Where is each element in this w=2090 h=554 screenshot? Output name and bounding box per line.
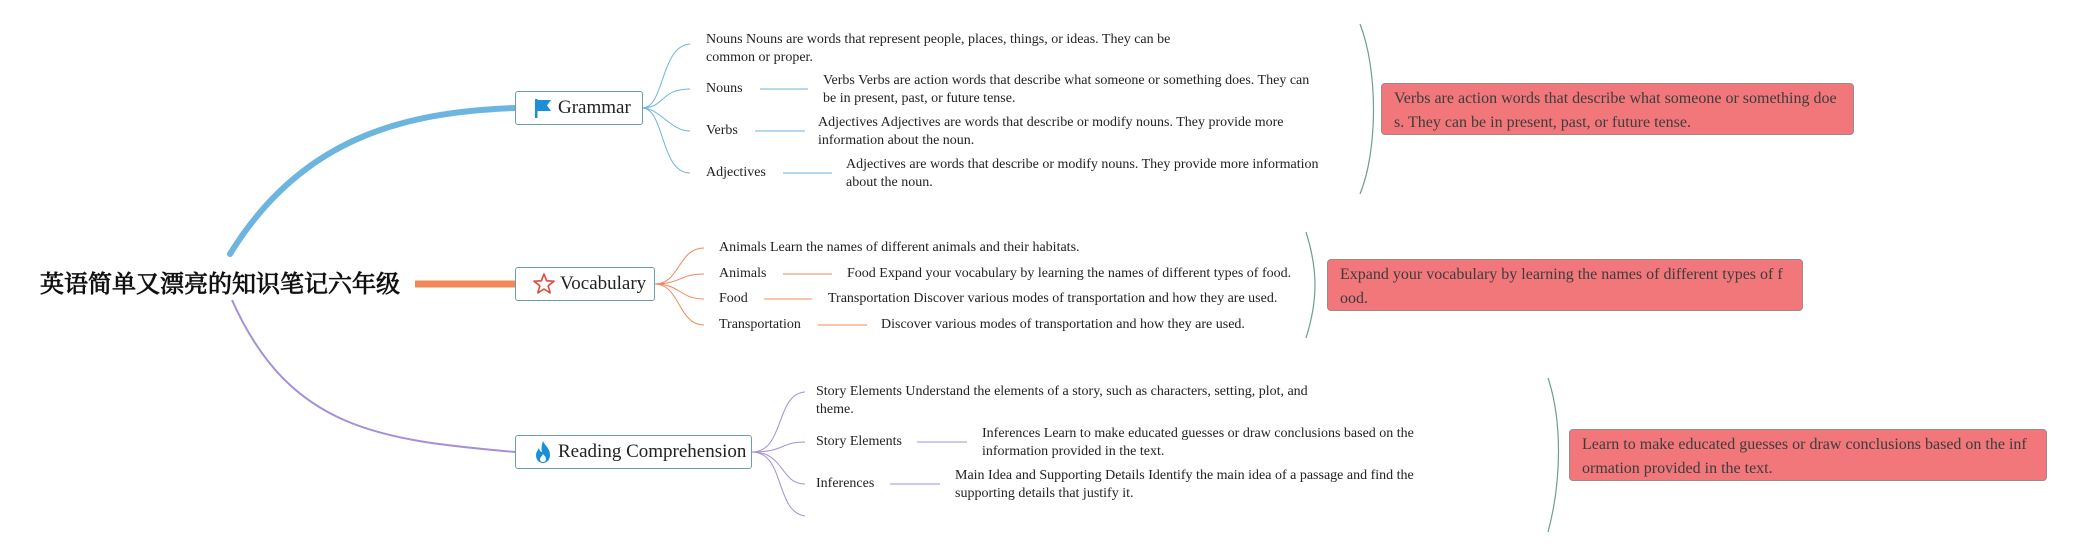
vocabulary-item-food: Food [719, 291, 748, 306]
reading-detail-story-elements: Inferences Learn to make educated guesses or draw conclusions based on the information provided in the text. [982, 426, 1414, 459]
grammar-detail-verbs: Adjectives Adjectives are words that describe or modify nouns. They provide more information about the noun. [818, 115, 1284, 148]
branch-grammar[interactable] [515, 91, 643, 125]
branch-vocabulary[interactable] [515, 267, 655, 301]
reading-item-inferences: Inferences [816, 476, 875, 491]
reading-callout: Learn to make educated guesses or draw conclusions based on the information provided in the text. [1569, 429, 2047, 481]
branch-grammar-label: Grammar [558, 97, 631, 118]
vocabulary-detail-food: Transportation Discover various modes of transportation and how they are used. [828, 291, 1278, 306]
vocabulary-summary: Animals Learn the names of different animals and their habitats. [719, 240, 1080, 255]
root-title: 英语简单又漂亮的知识笔记六年级 [40, 270, 400, 298]
reading-item-story-elements: Story Elements [816, 434, 902, 449]
branch-reading-comprehension[interactable] [515, 435, 752, 469]
grammar-item-nouns: Nouns [706, 81, 743, 96]
grammar-detail-nouns: Verbs Verbs are action words that describe what someone or something does. They can be in present, past, or future tense. [823, 73, 1310, 106]
grammar-item-adjectives: Adjectives [706, 165, 766, 180]
vocabulary-sub-lines [655, 248, 867, 325]
grammar-summary: Nouns Nouns are words that represent people, places, things, or ideas. They can be common or proper. [706, 32, 1171, 65]
flag-icon [532, 96, 554, 120]
flame-icon [532, 440, 554, 464]
vocabulary-item-animals: Animals [719, 266, 767, 281]
root-to-grammar-line [230, 108, 515, 254]
star-icon [532, 272, 556, 296]
reading-detail-inferences: Main Idea and Supporting Details Identify the main idea of a passage and find the supporting details that justify it. [955, 468, 1414, 501]
vocabulary-callout: Expand your vocabulary by learning the names of different types of food. [1327, 259, 1803, 311]
branch-vocabulary-label: Vocabulary [560, 273, 647, 294]
grammar-callout: Verbs are action words that describe what someone or something does. They can be in present, past, or future tense. [1381, 83, 1854, 135]
reading-summary: Story Elements Understand the elements of a story, such as characters, setting, plot, and theme. [816, 384, 1308, 417]
vocabulary-detail-transportation: Discover various modes of transportation and how they are used. [881, 317, 1245, 332]
vocabulary-detail-animals: Food Expand your vocabulary by learning the names of different types of food. [847, 266, 1292, 281]
grammar-detail-adjectives: Adjectives are words that describe or modify nouns. They provide more information about the noun. [846, 157, 1319, 190]
branch-reading-label: Reading Comprehension [558, 441, 747, 462]
root-to-reading-line [232, 300, 515, 452]
vocabulary-item-transportation: Transportation [719, 317, 801, 332]
grammar-item-verbs: Verbs [706, 123, 738, 138]
